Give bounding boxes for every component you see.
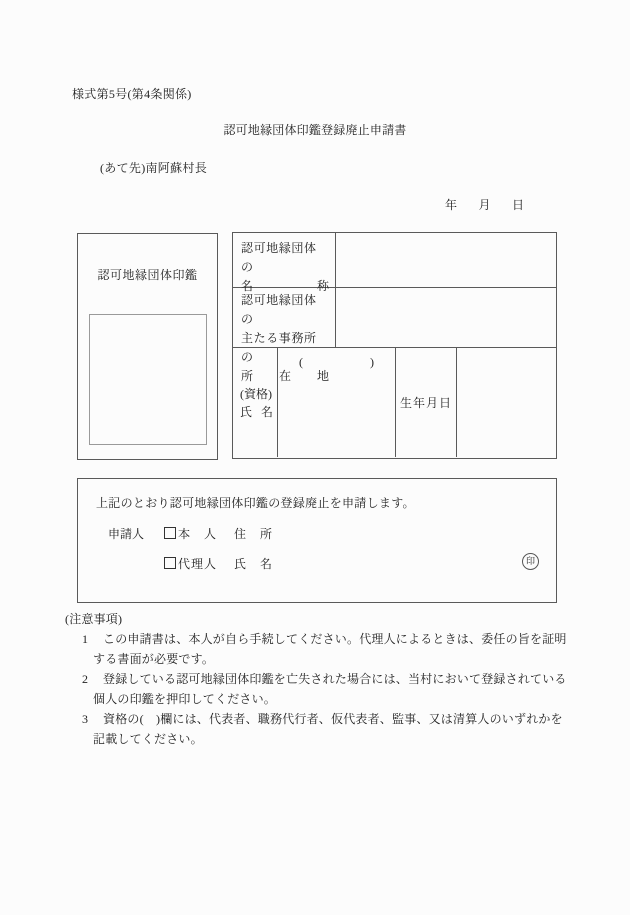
checkbox-proxy: [164, 557, 176, 569]
note-item-2-line-1: [82, 670, 567, 687]
applicant-label: 申請人: [108, 527, 145, 541]
date-line: [445, 196, 524, 213]
name-field-label: 氏 名: [234, 557, 274, 571]
info-table: [232, 232, 557, 459]
note-item-3-line-1: [82, 710, 563, 727]
form-number: 様式第5号(第4条関係): [72, 87, 192, 101]
seal-box-label: 認可地縁団体印鑑: [97, 268, 198, 282]
date-year-label: 年: [445, 198, 458, 212]
birthdate-label-cell: [396, 348, 457, 457]
office-label-line1: 認可地縁団体の: [241, 293, 317, 326]
paren-open: (: [299, 355, 303, 369]
qualification-label: (資格): [240, 386, 272, 401]
paren-close: ): [370, 355, 374, 369]
seal-stamp-icon: 印: [522, 553, 539, 570]
application-box: [77, 478, 557, 603]
note-3-number: 3: [82, 712, 89, 726]
seal-imprint-area: [89, 314, 207, 445]
application-statement: 上記のとおり認可地縁団体印鑑の登録廃止を申請します。: [96, 496, 415, 510]
seal-box: [77, 233, 218, 460]
note-item-1-line-2: する書面が必要です。: [93, 652, 215, 666]
note-item-1-line-1: [82, 630, 567, 647]
date-day-label: 日: [511, 198, 524, 212]
name-char-2: 名: [260, 404, 273, 419]
note-item-3-line-2: 記載してください。: [93, 732, 203, 746]
office-char-2: 在: [278, 369, 291, 383]
name-char-1: 氏: [240, 404, 253, 419]
option-proxy: [164, 555, 217, 572]
office-char-1: 所: [241, 369, 254, 383]
person-row: [233, 348, 556, 457]
org-name-label-line1: 認可地縁団体の: [241, 241, 317, 274]
birthdate-label: 生年月日: [399, 396, 452, 410]
birthdate-value-cell: [457, 348, 556, 457]
note-2-text: 登録している認可地縁団体印鑑を亡失された場合には、当村において登録されている: [103, 672, 567, 686]
org-name-value-cell: [336, 233, 556, 287]
option-self: [164, 525, 217, 542]
note-1-text: この申請書は、本人が自ら手続してください。代理人によるときは、委任の旨を証明: [103, 632, 567, 646]
note-item-2-line-2: 個人の印鑑を押印してください。: [93, 692, 277, 706]
option-self-label: 本 人: [178, 527, 218, 541]
qualification-name-label-cell: [233, 348, 278, 457]
note-1-number: 1: [82, 632, 89, 646]
name-label: [240, 403, 273, 421]
option-proxy-label: 代理人: [178, 557, 218, 571]
org-name-label-cell: [233, 233, 336, 293]
office-address-label-cell: [233, 288, 336, 383]
office-label-line2: 主たる事務所の: [241, 331, 317, 364]
qualification-entry-cell: [278, 348, 396, 457]
note-2-number: 2: [82, 672, 89, 686]
org-name-char-1: 名: [241, 279, 254, 293]
note-3-text: 資格の( )欄には、代表者、職務代行者、仮代表者、監事、又は清算人のいずれかを: [103, 712, 563, 726]
date-month-label: 月: [478, 198, 491, 212]
org-name-row: [233, 233, 556, 293]
address-label: 住 所: [234, 527, 274, 541]
page-title: 認可地縁団体印鑑登録廃止申請書: [223, 123, 407, 137]
office-address-value-cell: [336, 288, 556, 347]
addressee: (あて先)南阿蘇村長: [100, 161, 207, 175]
office-address-row: [233, 288, 556, 383]
office-char-3: 地: [316, 369, 329, 383]
notes-heading: (注意事項): [65, 612, 123, 626]
org-name-char-2: 称: [316, 279, 329, 293]
checkbox-self: [164, 527, 176, 539]
